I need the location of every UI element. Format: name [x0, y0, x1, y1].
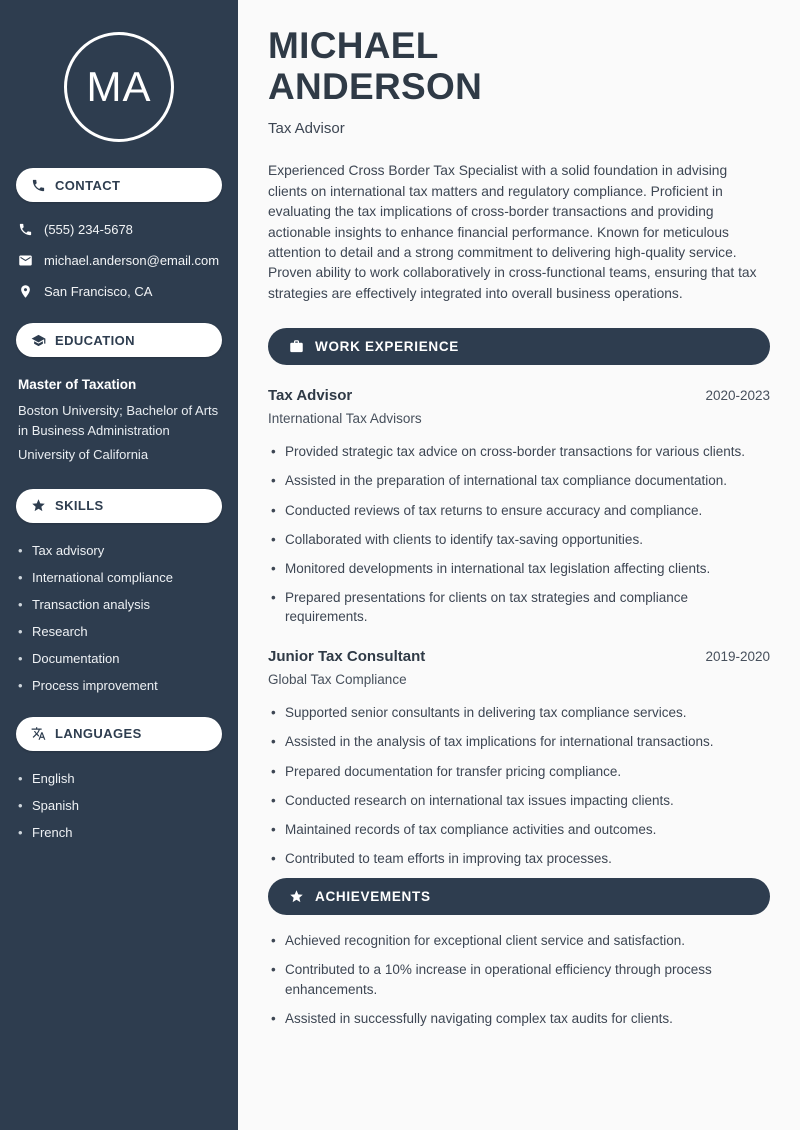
language-item: • English [18, 771, 220, 786]
job-company: International Tax Advisors [268, 411, 422, 427]
languages-section-header [16, 717, 222, 751]
skill-item: • Process improvement [18, 678, 220, 693]
job-dates: 2020-2023 [705, 388, 770, 404]
job-dates: 2019-2020 [705, 649, 770, 665]
email-icon [18, 253, 33, 268]
contact-location-text: San Francisco, CA [44, 284, 153, 299]
languages-list [18, 771, 220, 840]
job-bullet: • Conducted reviews of tax returns to ensure accuracy and compliance. [268, 501, 770, 520]
avatar-wrap [16, 32, 222, 142]
skill-item: • Research [18, 624, 220, 639]
skill-item: • Documentation [18, 651, 220, 666]
job-bullet: • Assisted in the analysis of tax implications for international transactions. [268, 732, 770, 751]
main-content [238, 0, 800, 1130]
job-bullet: • Supported senior consultants in delivering tax compliance services. [268, 703, 770, 722]
contact-phone [18, 222, 220, 237]
sidebar [0, 0, 238, 1130]
skills-section [16, 489, 222, 693]
briefcase-icon [289, 339, 304, 354]
job-bullet: • Prepared presentations for clients on tax strategies and compliance requirements. [268, 588, 770, 626]
phone-icon [18, 222, 33, 237]
education-section [16, 323, 222, 465]
skill-item: • Tax advisory [18, 543, 220, 558]
achievements-label: ACHIEVEMENTS [315, 889, 431, 905]
job-header [268, 648, 770, 665]
achievement-bullet: • Assisted in successfully navigating complex tax audits for clients. [268, 1009, 770, 1028]
achievements-banner [268, 878, 770, 915]
job-bullet-list [268, 703, 770, 868]
skill-item: • Transaction analysis [18, 597, 220, 612]
person-name-line1: MICHAEL [268, 25, 439, 66]
contact-phone-text: (555) 234-5678 [44, 222, 133, 237]
languages-section-label: LANGUAGES [55, 726, 142, 741]
education-line: University of California [18, 447, 149, 462]
person-job-title: Tax Advisor [268, 120, 345, 138]
contact-section-header [16, 168, 222, 202]
job-bullet: • Prepared documentation for transfer pricing compliance. [268, 762, 770, 781]
education-line: Boston University; Bachelor of Arts in Business Administration [18, 403, 219, 438]
star-icon [289, 889, 304, 904]
person-name-line2: ANDERSON [268, 65, 483, 107]
contact-location [18, 284, 220, 299]
contact-section-label: CONTACT [55, 177, 121, 193]
languages-section [16, 717, 222, 840]
skills-list [18, 543, 220, 693]
star-icon [31, 498, 46, 513]
job-bullet-list [268, 442, 770, 626]
job-entry [268, 387, 770, 626]
summary-paragraph: Experienced Cross Border Tax Specialist with a solid foundation in advising clients on international tax matters and regulatory compliance. Proficient in evaluating the tax implications of cross-border transactions and providing actionable insights to enhance financial performance. Known for meticulous attention to detail and a strong commitment to delivering high-quality service. Proven ability to work collaboratively in cross-functional teams, ensuring that tax strategies are effectively integrated into overall business operations. [268, 163, 757, 301]
skills-section-header [16, 489, 222, 523]
job-bullet: • Conducted research on international tax issues impacting clients. [268, 791, 770, 810]
job-bullet: • Assisted in the preparation of international tax compliance documentation. [268, 471, 770, 490]
job-title: Junior Tax Consultant [268, 648, 426, 666]
skills-section-label: SKILLS [55, 498, 104, 513]
job-bullet: • Maintained records of tax compliance activities and outcomes. [268, 820, 770, 839]
language-item: • French [18, 825, 220, 840]
person-name [268, 26, 770, 107]
contact-email-text: michael.anderson@email.com [44, 253, 220, 268]
contact-email [18, 253, 220, 268]
achievements-bullet-list [268, 931, 770, 1028]
achievement-bullet: • Contributed to a 10% increase in operational efficiency through process enhancements. [268, 960, 770, 998]
education-section-header [16, 323, 222, 357]
graduation-cap-icon [31, 333, 46, 348]
job-bullet: • Monitored developments in international tax legislation affecting clients. [268, 559, 770, 578]
job-bullet: • Contributed to team efforts in improving tax processes. [268, 849, 770, 868]
job-title: Tax Advisor [268, 387, 353, 405]
job-entry [268, 648, 770, 868]
work-experience-label: WORK EXPERIENCE [315, 339, 460, 355]
translate-icon [31, 726, 46, 741]
education-section-label: EDUCATION [55, 332, 135, 348]
phone-icon [31, 178, 46, 193]
job-company: Global Tax Compliance [268, 672, 407, 688]
work-experience-banner [268, 328, 770, 365]
job-bullet: • Collaborated with clients to identify tax-saving opportunities. [268, 530, 770, 549]
education-degree: Master of Taxation [18, 377, 137, 392]
contact-section [16, 168, 222, 299]
location-icon [18, 284, 33, 299]
avatar: MA [64, 32, 174, 142]
skill-item: • International compliance [18, 570, 220, 585]
achievement-bullet: • Achieved recognition for exceptional client service and satisfaction. [268, 931, 770, 950]
job-header [268, 387, 770, 404]
job-bullet: • Provided strategic tax advice on cross-border transactions for various clients. [268, 442, 770, 461]
language-item: • Spanish [18, 798, 220, 813]
